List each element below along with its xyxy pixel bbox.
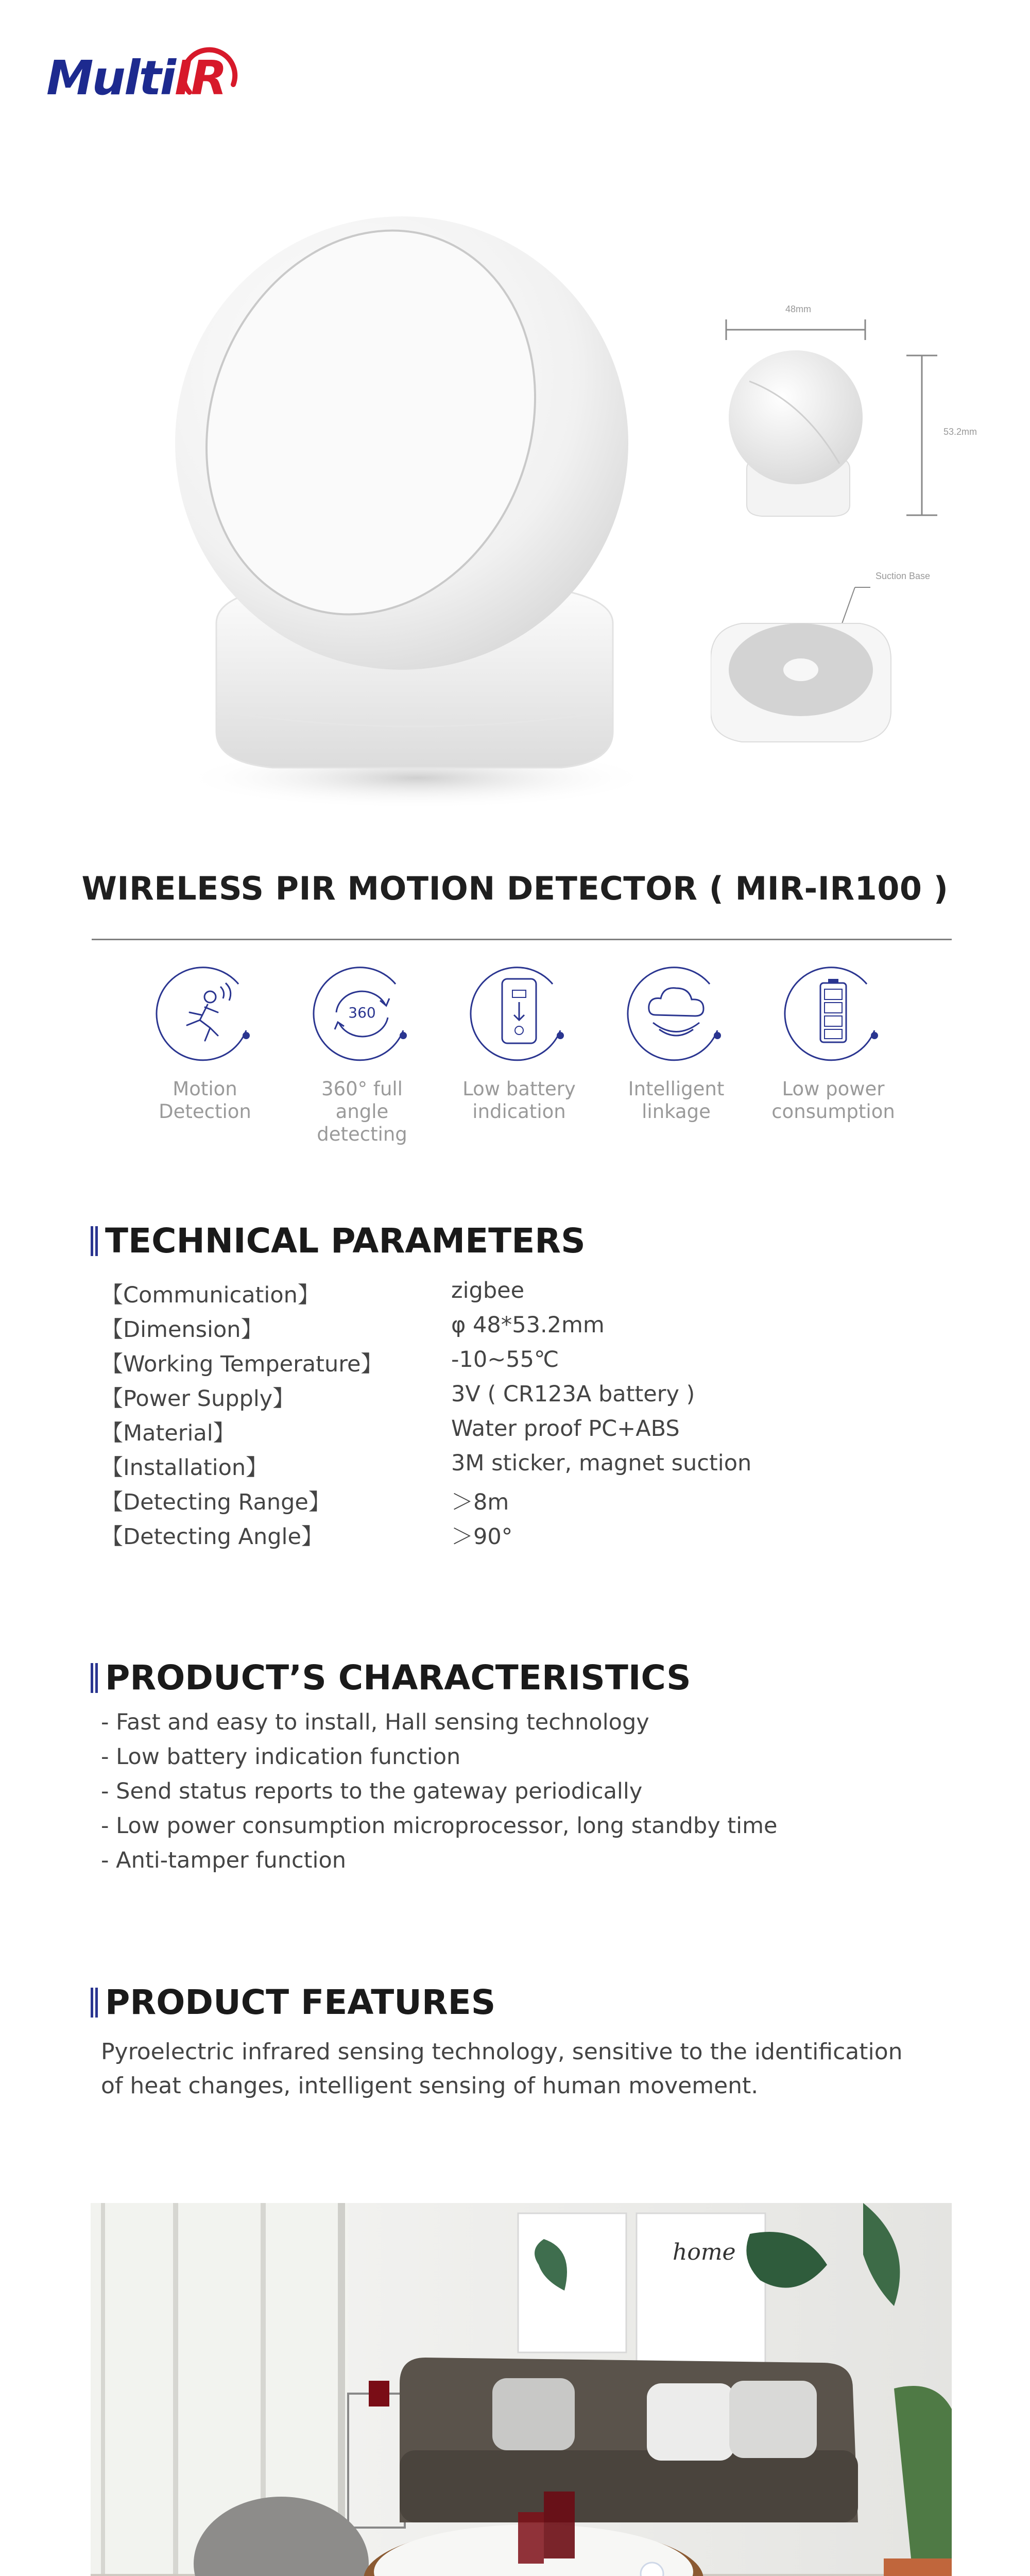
feature-label: Low power consumption: [771, 1078, 895, 1123]
suction-base-label: Suction Base: [876, 571, 931, 581]
features-line: of heat changes, intelligent sensing of human movement.: [101, 2073, 759, 2099]
param-row: 【Dimension】 φ 48*53.2mm: [101, 1312, 605, 1343]
technical-parameters-heading: TECHNICAL PARAMETERS: [91, 1221, 586, 1261]
feature-label: 360° full angle detecting: [317, 1078, 407, 1145]
svg-text:360: 360: [348, 1004, 376, 1021]
battery-icon: [779, 958, 887, 1066]
product-features-heading: PRODUCT FEATURES: [91, 1982, 495, 2022]
param-row: 【Communication】 zigbee: [101, 1278, 525, 1308]
param-row: 【Installation】 3M sticker, magnet suction: [101, 1450, 752, 1481]
living-room-scene-image: [91, 2203, 952, 2576]
feature-low-power: [766, 958, 900, 1123]
feature-low-battery-indication: [452, 958, 586, 1123]
list-item: - Fast and easy to install, Hall sensing technology: [101, 1709, 649, 1735]
low-battery-phone-icon: [465, 958, 573, 1066]
list-item: - Low power consumption microprocessor, long standby time: [101, 1813, 778, 1839]
list-item: - Anti-tamper function: [101, 1848, 347, 1873]
technical-parameters-table: [101, 1278, 873, 1554]
running-person-icon: [151, 958, 259, 1066]
rotate-360-icon: [308, 958, 416, 1066]
feature-label: Motion Detection: [159, 1078, 251, 1123]
feature-label: Intelligent linkage: [628, 1078, 725, 1123]
title-divider: [92, 939, 952, 940]
param-row: 【Detecting Range】 ＞8m: [101, 1489, 509, 1515]
feature-motion-detection: [138, 958, 272, 1123]
product-title: WIRELESS PIR MOTION DETECTOR ( MIR-IR100 ): [81, 870, 949, 907]
logo-ring-icon: [179, 43, 241, 105]
section-marker: [91, 1226, 98, 1256]
section-marker: [91, 1663, 98, 1693]
param-row: 【Power Supply】 3V ( CR123A battery ): [101, 1381, 695, 1412]
features-line: Pyroelectric infrared sensing technology, sensitive to the identification: [101, 2039, 903, 2065]
feature-label: Low battery indication: [462, 1078, 576, 1123]
list-item: - Send status reports to the gateway periodically: [101, 1778, 643, 1804]
feature-intelligent-linkage: [609, 958, 743, 1123]
product-dimension-diagram: [711, 299, 999, 752]
brand-logo: [46, 40, 242, 112]
param-row: 【Working Temperature】 -10~55℃: [101, 1347, 559, 1377]
logo-wordmark: MultiIR: [46, 50, 226, 106]
section-marker: [91, 1988, 98, 2018]
param-row: 【Detecting Angle】 ＞90°: [101, 1524, 513, 1550]
dimension-width-label: 48mm: [785, 304, 812, 314]
dimension-height-label: 53.2mm: [943, 427, 977, 437]
product-features-text: [101, 2035, 904, 2103]
product-hero-image: [170, 196, 659, 824]
param-row: 【Material】 Water proof PC+ABS: [101, 1416, 680, 1446]
characteristics-list: [101, 1709, 925, 1882]
characteristics-heading: PRODUCT’S CHARACTERISTICS: [91, 1658, 691, 1698]
cloud-linkage-icon: [622, 958, 730, 1066]
list-item: - Low battery indication function: [101, 1744, 461, 1770]
svg-text:home: home: [673, 2239, 736, 2265]
feature-360-detecting: [295, 958, 429, 1146]
feature-icon-row: [138, 958, 921, 1145]
